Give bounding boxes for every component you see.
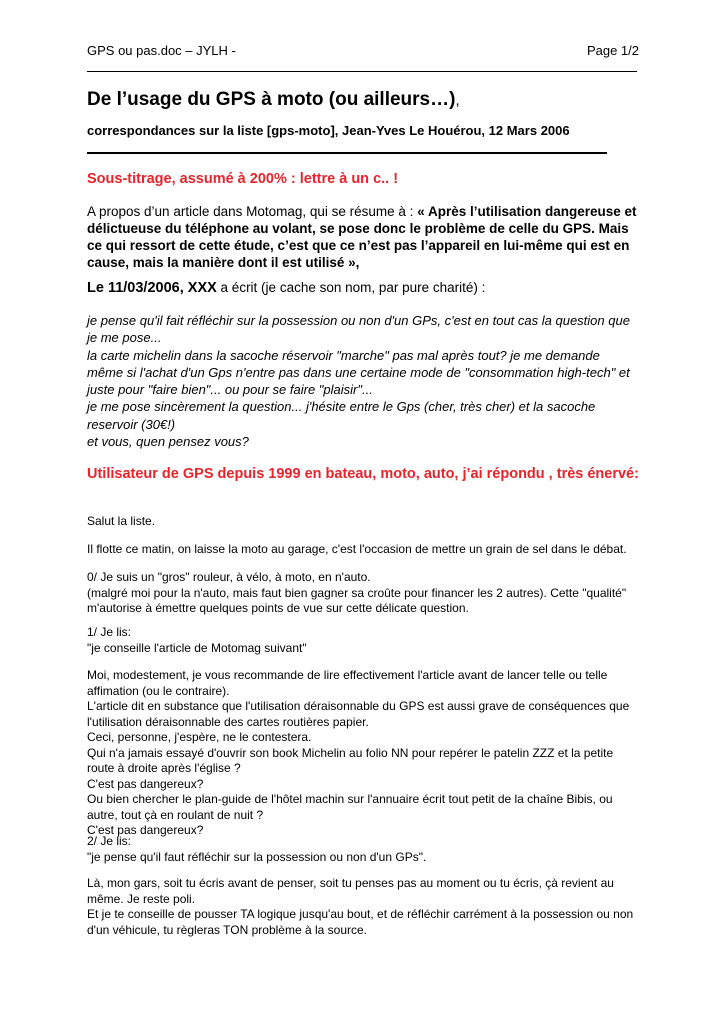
quote-line: et vous, quen pensez vous? bbox=[87, 434, 249, 450]
quoted-message bbox=[87, 312, 639, 450]
header-page-number: Page 1/2 bbox=[586, 43, 639, 58]
header-divider bbox=[87, 71, 637, 72]
header-filename: GPS ou pas.doc – JYLH - bbox=[87, 43, 236, 58]
reply-point-0: 0/ Je suis un "gros" rouleur, à vélo, à moto, en n'auto. (malgré moi pour la n'auto, mais faut bien gagner sa croûte pour financer les 2 autres). Cette "qualité" m'autorise à émettre quelques points de vue sur cette délicate question. bbox=[87, 570, 627, 615]
quote-line: je me pose sincèrement la question... j'hésite entre le Gps (cher, très cher) et la sacoche reservoir (30€!) bbox=[87, 399, 596, 432]
quote-line: la carte michelin dans la sacoche réservoir "marche" pas mal après tout? je me demande même si l'achat d'un Gps n'entre pas dans une certaine mode de "consommation high-tech" et juste pour "faire bien"... ou pour se faire "plaisir"... bbox=[87, 347, 630, 398]
intro-paragraph: A propos d’un article dans Motomag, qui se résume à : « Après l’utilisation dangereuse et délictueuse du téléphone au volant, se pose donc le problème de celle du GPS. Mais ce qui ressort de cette étude, c’est que ce n’est pas l’appareil en lui-même qui est en cause, mais la manière dont il est utilisé », bbox=[87, 204, 637, 270]
quote-intro: Le 11/03/2006, XXX a écrit (je cache son nom, par pure charité) : bbox=[87, 280, 486, 296]
reply-greeting: Salut la liste. bbox=[87, 514, 156, 528]
document-subtitle: correspondances sur la liste [gps-moto], Jean-Yves Le Houérou, 12 Mars 2006 bbox=[87, 123, 570, 138]
page-header bbox=[87, 43, 639, 59]
reply-point-1-answer: Moi, modestement, je vous recommande de lire effectivement l'article avant de lancer telle ou telle affimation (ou le contraire). L'article dit en substance que l'utilisation déraisonnable du GPS est aussi grave de conséquences que l'utilisation déraisonnable des cartes routières papier. Ceci, personne, j'espère, ne le contestera. Qui n'a jamais essayé d'ouvrir son book Michelin au folio NN pour repérer le patelin ZZZ et la petite route à droite après l'église ? C'est pas dangereux? Ou bien chercher le plan-guide de l'hôtel machin sur l'annuaire écrit tout petit de la chaîne Bibis, ou autre, tout çà en roulant de nuit ? C'est pas dangereux? bbox=[87, 668, 630, 837]
subtitle-divider bbox=[87, 152, 607, 154]
document-title: De l’usage du GPS à moto (ou ailleurs…), bbox=[87, 89, 460, 110]
reply-point-2: 2/ Je lis: "je pense qu'il faut réfléchir sur la possession ou non d'un GPs". bbox=[87, 834, 427, 864]
reply-paragraph-intro: Il flotte ce matin, on laisse la moto au garage, c'est l'occasion de mettre un grain de sel dans le débat. bbox=[87, 542, 627, 556]
reply-point-1: 1/ Je lis: "je conseille l'article de Motomag suivant" bbox=[87, 625, 307, 655]
quote-line: je pense qu'il fait réfléchir sur la possession ou non d'un GPs, c'est en tout cas la question que je me pose... bbox=[87, 313, 630, 346]
reply-point-2-answer: Là, mon gars, soit tu écris avant de penser, soit tu penses pas au moment ou tu écris, çà revient au même. Je reste poli. Et je te conseille de pousser TA logique jusqu'au bout, et de réfléchir carrément à la possession ou non d'un véhicule, tu règleras TON problème à la source. bbox=[87, 876, 634, 937]
section-heading-gps-user: Utilisateur de GPS depuis 1999 en bateau, moto, auto, j’ai répondu , très énervé: bbox=[87, 466, 639, 482]
section-heading-subtitling: Sous-titrage, assumé à 200% : lettre à un c.. ! bbox=[87, 171, 399, 187]
